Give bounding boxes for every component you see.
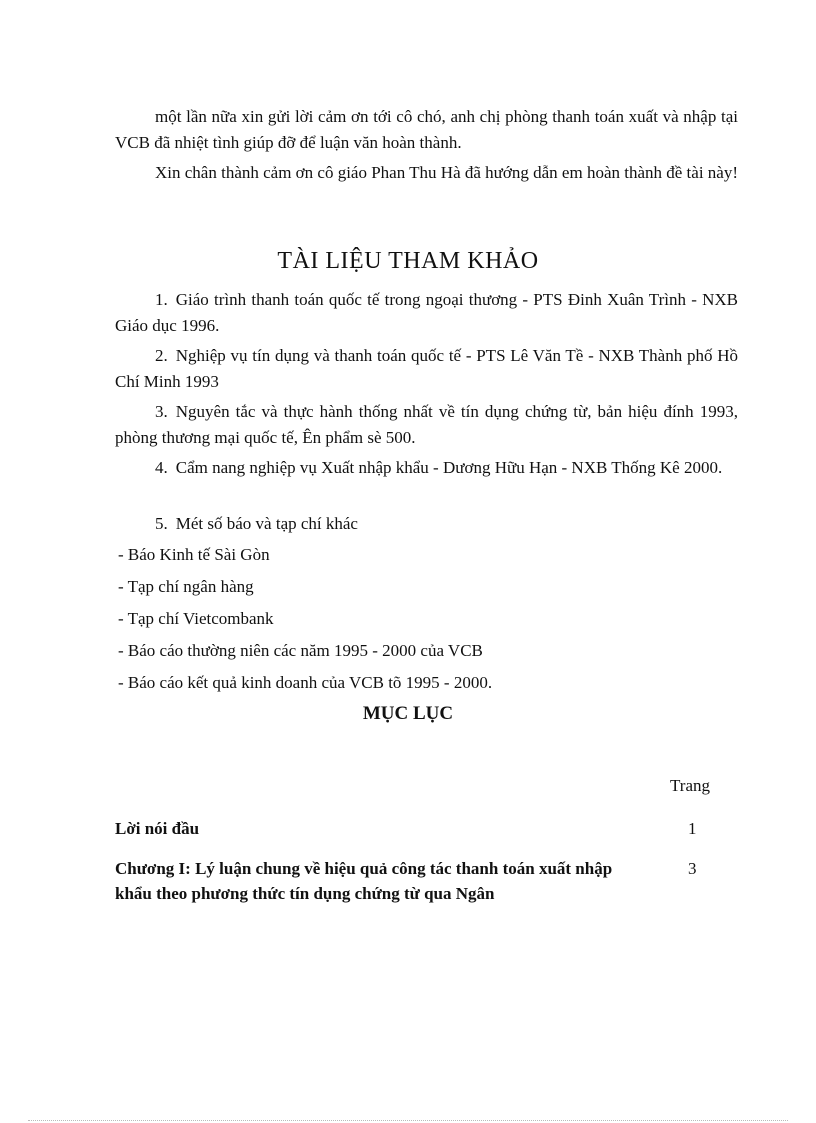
reference-text: Giáo trình thanh toán quốc tế trong ngoại thương - PTS Đinh Xuân Trình - NXB Giáo dục 1996. (115, 290, 738, 335)
reference-item-5 (115, 511, 738, 537)
reference-item-3 (115, 399, 738, 451)
page-bottom-divider (28, 1120, 788, 1121)
toc-entry-title: Chương I: Lý luận chung về hiệu quả công tác thanh toán xuất nhập khẩu theo phương thức tín dụng chứng từ qua Ngân (115, 859, 613, 903)
intro-paragraph-1: một lần nữa xin gửi lời cảm ơn tới cô chó, anh chị phòng thanh toán xuất và nhập tại VCB đã nhiệt tình giúp đỡ để luận văn hoàn thành. (115, 107, 738, 152)
reference-text: Mét số báo và tạp chí khác (175, 514, 358, 533)
reference-text: Nghiệp vụ tín dụng và thanh toán quốc tế - PTS Lê Văn Tề - NXB Thành phố Hồ Chí Minh 1993 (115, 346, 738, 391)
reference-text: Nguyên tắc và thực hành thống nhất về tín dụng chứng từ, bản hiệu đính 1993, phòng thương mại quốc tế, Ên phẩm sè 500. (115, 402, 738, 447)
sub-reference-item: - Tạp chí ngân hàng (118, 577, 254, 596)
toc-page-column-label: Trang (670, 776, 710, 795)
reference-item-1 (115, 287, 738, 339)
sub-reference-item: - Tạp chí Vietcombank (118, 609, 274, 628)
reference-text: Cẩm nang nghiệp vụ Xuất nhập khẩu - Dương Hữu Hạn - NXB Thống Kê 2000. (175, 458, 723, 477)
toc-entry-page: 1 (688, 819, 697, 838)
reference-number: 4. (155, 458, 168, 477)
references-heading: TÀI LIỆU THAM KHẢO (277, 248, 539, 274)
toc-entry-title: Lời nói đầu (115, 819, 200, 838)
reference-item-2 (115, 343, 738, 395)
toc-heading: MỤC LỤC (362, 703, 454, 724)
reference-number: 3. (155, 402, 168, 421)
sub-reference-item: - Báo Kinh tế Sài Gòn (118, 545, 270, 564)
reference-number: 5. (155, 514, 168, 533)
reference-number: 2. (155, 346, 168, 365)
reference-number: 1. (155, 290, 168, 309)
toc-entry-page: 3 (688, 859, 697, 878)
intro-paragraph-2: Xin chân thành cảm ơn cô giáo Phan Thu Hà đã hướng dẫn em hoàn thành đề tài này! (155, 163, 738, 182)
sub-reference-item: - Báo cáo kết quả kinh doanh của VCB tõ 1995 - 2000. (118, 673, 493, 692)
sub-reference-item: - Báo cáo thường niên các năm 1995 - 2000 của VCB (118, 641, 483, 660)
reference-item-4 (115, 455, 738, 481)
